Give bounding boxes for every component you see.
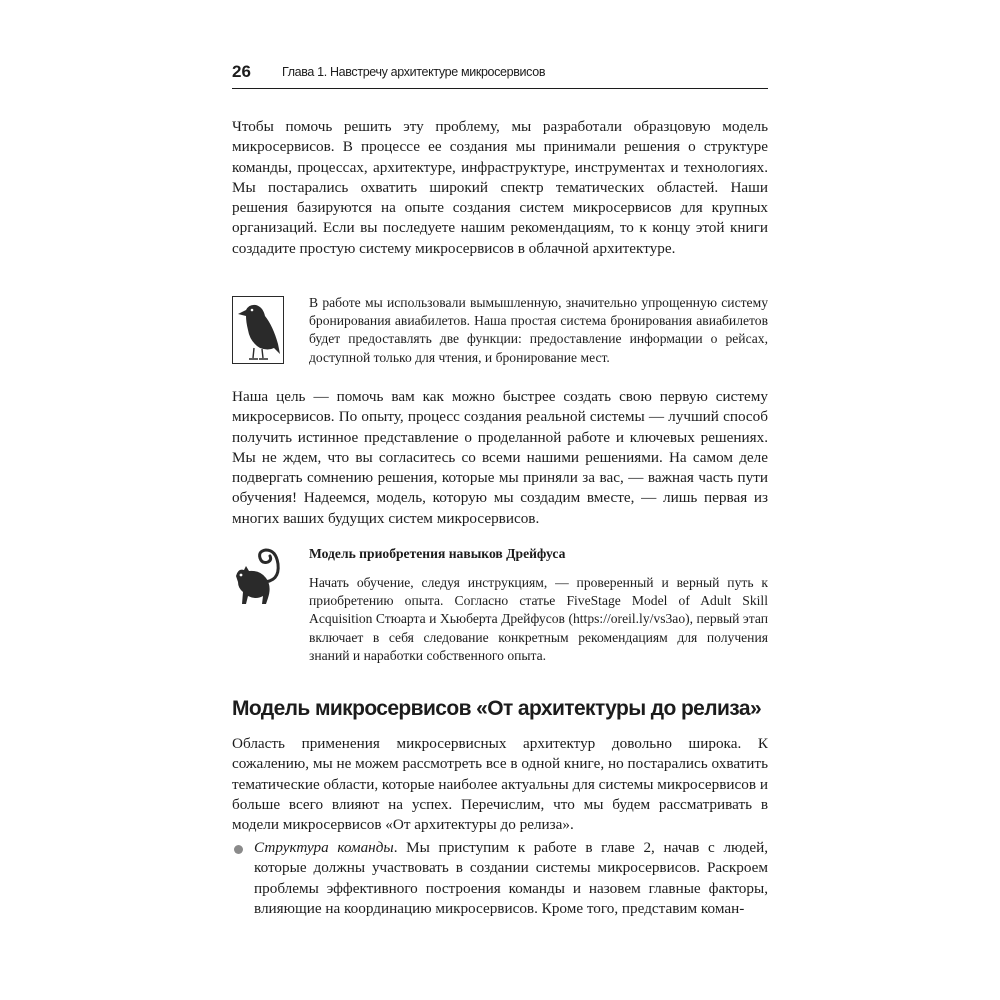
crow-icon — [232, 296, 284, 364]
body-paragraph-2: Наша цель — помочь вам как можно быстрее создать свою первую систему микросервисов. По опыту, процесс создания реальной системы — лучший способ получить истинное представление о проделанной работе и ключевых решениях. Мы не ждем, что вы согласитесь со всеми нашими решениями. На самом деле подвергать сомнению решения, которые мы приняли за вас, — важная часть пути обучения! Надеемся, модель, которую мы создадим вместе, — лишь первая из многих ваших будущих систем микросервисов. — [232, 388, 768, 527]
tip-title: Модель приобретения навыков Дрейфуса — [309, 546, 566, 561]
body-paragraph-1: Чтобы помочь решить эту проблему, мы разработали образцовую модель микросервисов. В процессе ее создания мы принимали решения о структуре команды, процессах, архитектуре, инфраструктуре, инструментах и технологиях. Мы постарались охватить широкий спектр тематических областей. Наши решения базируются на опыте создания систем микросервисов для крупных организаций. Если вы последуете нашим рекомендациям, то к концу этой книги создадите простую систему микросервисов в облачной архитектуре. — [232, 118, 768, 257]
running-header — [232, 62, 768, 89]
tip-text: Начать обучение, следуя инструкциям, — проверенный и верный путь к приобретению опыта. Согласно статье FiveStage Model of Adult Skill Acquisition Стюарта и Хьюберта Дрейфусов (https://oreil.ly/vs3ao), первый этап включает в себя следование конкретным рекомендациям для получения знаний и наработки собственного опыта. — [309, 575, 768, 663]
bullet-dot-icon — [234, 845, 243, 854]
lemur-icon — [232, 542, 284, 610]
note-text: В работе мы использовали вымышленную, значительно упрощенную систему бронирования авиабилетов. Наша простая система бронирования авиабилетов будет предоставлять две функции: предоставление информации о рейсах, доступной только для чтения, и бронирование мест. — [309, 295, 768, 365]
list-item-text — [254, 838, 768, 919]
list-item-term: Структура команды — [254, 839, 394, 856]
chapter-title: Глава 1. Навстречу архитектуре микросервисов — [282, 65, 546, 79]
body-paragraph-3: Область применения микросервисных архитектур довольно широка. К сожалению, мы не можем рассмотреть все в одной книге, но постарались охватить тематические области, которые наиболее актуальны для системы микросервисов и больше всего влияют на успех. Перечислим, что мы будем рассматривать в модели микросервисов «От архитектуры до релиза». — [232, 735, 768, 834]
list-item-description: . Мы приступим к работе в главе 2, начав с людей, которые должны участвовать в создании системы микросервисов. Раскроем проблемы эффективного построения команды и назовем главные факторы, влияющие на координацию микросервисов. Кроме того, представим коман- — [254, 839, 768, 917]
section-heading: Модель микросервисов «От архитектуры до релиза» — [232, 697, 762, 720]
page-number: 26 — [232, 62, 251, 81]
